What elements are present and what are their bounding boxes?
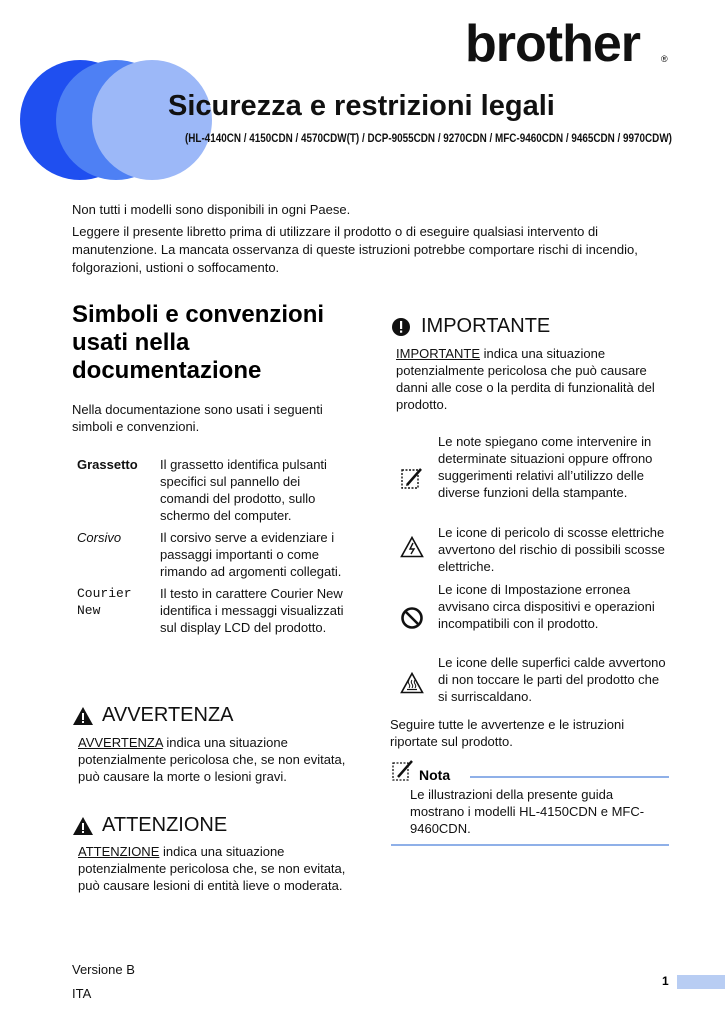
page-tab bbox=[677, 975, 725, 989]
electric-hazard-icon bbox=[392, 532, 432, 562]
icon-legend-row bbox=[392, 524, 670, 576]
convention-desc: Il testo in carattere Courier New identifica i messaggi visualizzati sul display LCD del prodotto. bbox=[160, 586, 344, 635]
warning-desc: indica una situazione potenzialmente pericolosa che, se non evitata, può causare la morte o lesioni gravi. bbox=[78, 735, 346, 784]
follow-instructions: Seguire tutte le avvertenze e le istruzioni riportate sul prodotto. bbox=[390, 717, 625, 749]
intro-availability: Non tutti i modelli sono disponibili in ogni Paese. bbox=[72, 202, 351, 217]
caution-desc: indica una situazione potenzialmente pericolosa che, se non evitata, può causare lesioni di entità lieve o moderata. bbox=[78, 844, 346, 893]
footer-version: Versione B bbox=[72, 962, 135, 977]
model-list: (HL-4140CN / 4150CDN / 4570CDW(T) / DCP-9055CDN / 9270CDN / MFC-9460CDN / 9465CDN / 9970CDW) bbox=[185, 133, 672, 145]
icon-legend bbox=[392, 433, 670, 704]
convention-row bbox=[72, 585, 352, 641]
conventions-table bbox=[72, 456, 352, 641]
nota-label: Nota bbox=[419, 767, 451, 783]
convention-term: Corsivo bbox=[77, 530, 122, 545]
brother-logo: brother bbox=[465, 15, 640, 73]
note-pencil-icon bbox=[392, 463, 432, 493]
icon-legend-text: Le note spiegano come intervenire in determinate situazioni oppure offrono suggerimenti relativi all’utilizzo delle diverse funzioni della stampante. bbox=[438, 434, 653, 500]
important-heading: IMPORTANTE bbox=[421, 315, 551, 337]
nota-header bbox=[391, 759, 450, 783]
warning-triangle-icon bbox=[72, 706, 94, 726]
icon-legend-text: Le icone di Impostazione erronea avvisano circa dispositivi e operazioni incompatibili con il prodotto. bbox=[438, 582, 655, 631]
registered-mark: ® bbox=[661, 54, 668, 64]
convention-term: Courier New bbox=[77, 586, 132, 618]
convention-term: Grassetto bbox=[77, 457, 138, 472]
nota-text: Le illustrazioni della presente guida mostrano i modelli HL-4150CDN e MFC-9460CDN. bbox=[410, 787, 645, 836]
section-heading: Simboli e convenzioni usati nella documentazione bbox=[72, 301, 325, 384]
warning-header bbox=[72, 704, 234, 727]
note-pencil-icon bbox=[391, 759, 417, 783]
page-number: 1 bbox=[662, 974, 669, 988]
icon-legend-row bbox=[392, 654, 670, 706]
prohibited-icon bbox=[392, 603, 432, 633]
symbols-lead: Nella documentazione sono usati i seguenti simboli e convenzioni. bbox=[72, 402, 323, 434]
icon-legend-row bbox=[392, 433, 670, 519]
important-keyword: IMPORTANTE bbox=[396, 346, 481, 361]
caution-header bbox=[72, 814, 227, 837]
important-text bbox=[396, 345, 671, 413]
hot-surface-icon bbox=[392, 668, 432, 698]
warning-text bbox=[78, 734, 353, 785]
convention-desc: Il grassetto identifica pulsanti specifici sul pannello dei comandi del prodotto, sullo schermo del computer. bbox=[160, 457, 327, 523]
caution-heading: ATTENZIONE bbox=[102, 814, 228, 836]
nota-divider-top bbox=[470, 776, 669, 778]
footer-language: ITA bbox=[72, 986, 92, 1001]
convention-row bbox=[72, 456, 352, 529]
page-title: Sicurezza e restrizioni legali bbox=[168, 90, 555, 122]
important-exclamation-icon bbox=[391, 317, 411, 337]
convention-row bbox=[72, 529, 352, 585]
convention-desc: Il corsivo serve a evidenziare i passaggi importanti o come rimando ad argomenti collegati. bbox=[160, 530, 342, 579]
warning-heading: AVVERTENZA bbox=[102, 704, 234, 726]
caution-keyword: ATTENZIONE bbox=[78, 844, 160, 859]
icon-legend-text: Le icone di pericolo di scosse elettriche avvertono del rischio di possibili scosse elettriche. bbox=[438, 525, 665, 574]
caution-triangle-icon bbox=[72, 816, 94, 836]
icon-legend-text: Le icone delle superfici calde avvertono di non toccare le parti del prodotto che si surriscaldano. bbox=[438, 655, 666, 704]
nota-divider-bottom bbox=[391, 844, 669, 846]
icon-legend-row bbox=[392, 581, 670, 649]
important-header bbox=[391, 315, 550, 338]
important-desc: indica una situazione potenzialmente pericolosa che può causare danni alle cose o la perdita di funzionalità del prodotto. bbox=[396, 346, 655, 412]
caution-text bbox=[78, 843, 353, 894]
intro-instructions: Leggere il presente libretto prima di utilizzare il prodotto o di eseguire qualsiasi intervento di manutenzione. La mancata osservanza di queste istruzioni potrebbe comportare rischi di incendio, folgorazioni, ustioni o soffocamento. bbox=[72, 224, 638, 275]
warning-keyword: AVVERTENZA bbox=[78, 735, 163, 750]
